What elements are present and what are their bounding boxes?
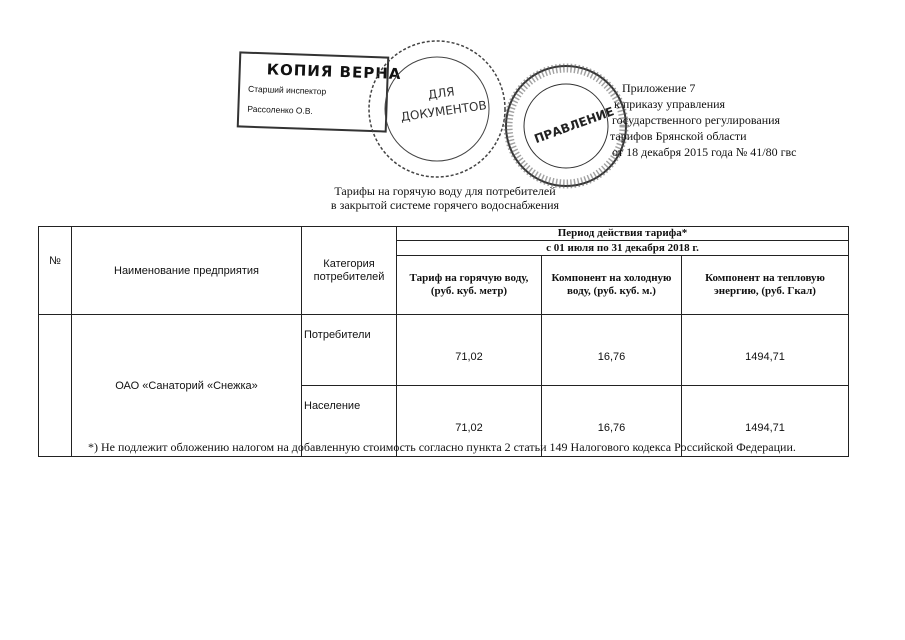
title-line: в закрытой системе горячего водоснабжения xyxy=(330,198,560,212)
tariff-table xyxy=(38,226,849,457)
appendix-line: тарифов Брянской области xyxy=(610,129,747,143)
header-heat-energy: Компонент на тепловую энергию, (руб. Гкал) xyxy=(682,256,849,315)
footnote: *) Не подлежит обложению налогом на добавленную стоимость согласно пункта 2 статьи 149 Налогового кодекса Российской Федерации. xyxy=(88,440,796,454)
header-period: Период действия тарифа* xyxy=(397,227,849,241)
company-name: ОАО «Санаторий «Снежка» xyxy=(72,315,302,457)
row-cold-water: 16,76 xyxy=(542,386,682,457)
header-period-dates: с 01 июля по 31 декабря 2018 г. xyxy=(397,241,849,256)
stamp-copy-title: КОПИЯ ВЕРНА xyxy=(266,60,402,84)
appendix-line: государственного регулирования xyxy=(612,113,781,127)
row-category: Потребители xyxy=(302,315,397,386)
stamp-copy-name: Рассоленко О.В. xyxy=(247,103,314,117)
row-cold-water: 16,76 xyxy=(542,315,682,386)
header-tariff: Тариф на горячую воду, (руб. куб. метр) xyxy=(397,256,542,315)
official-round-seal xyxy=(502,62,630,190)
row-tariff: 71,02 xyxy=(397,315,542,386)
svg-text:ДЛЯ: ДЛЯ xyxy=(427,84,456,103)
header-company: Наименование предприятия xyxy=(72,227,302,315)
row-category: Население xyxy=(302,386,397,457)
title-line: Тарифы на горячую воду для потребителей xyxy=(334,184,556,198)
docs-seal-stamp xyxy=(362,34,512,184)
appendix-reference xyxy=(610,80,797,160)
header-category: Категория потребителей xyxy=(302,227,397,315)
svg-text:ДОКУМЕНТОВ: ДОКУМЕНТОВ xyxy=(399,98,488,125)
appendix-line: Приложение 7 xyxy=(622,81,696,95)
header-cold-water: Компонент на холодную воду, (руб. куб. м.) xyxy=(542,256,682,315)
header-number: № xyxy=(39,227,72,315)
appendix-line: к приказу управления xyxy=(614,97,726,111)
table-row xyxy=(39,315,849,386)
document-title xyxy=(300,184,590,212)
stamp-copy-role: Старший инспектор xyxy=(247,83,327,97)
row-tariff: 71,02 xyxy=(397,386,542,457)
svg-text:ПРАВЛЕНИЕ: ПРАВЛЕНИЕ xyxy=(532,104,616,147)
row-number xyxy=(39,315,72,457)
appendix-line: от 18 декабря 2015 года № 41/80 гвс xyxy=(612,145,797,159)
row-heat-energy: 1494,71 xyxy=(682,315,849,386)
row-heat-energy: 1494,71 xyxy=(682,386,849,457)
